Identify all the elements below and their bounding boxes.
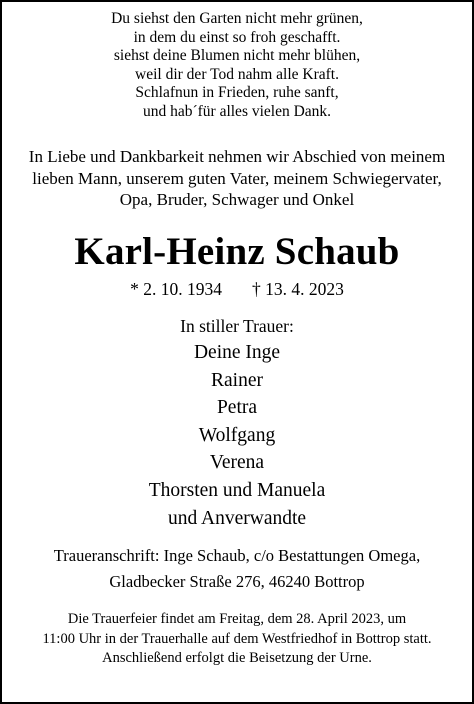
poem-line: weil dir der Tod nahm alle Kraft. [135,65,339,83]
mourning-address [2,543,472,595]
mourner-name: Rainer [211,369,263,391]
life-dates [2,278,472,300]
mourner-name: Wolfgang [198,424,276,446]
mourners-label: In stiller Trauer: [180,316,294,336]
poem [2,10,472,122]
intro-line: Opa, Bruder, Schwager und Onkel [119,190,355,209]
poem-line: Schlafnun in Frieden, ruhe sanft, [135,84,339,102]
death-date: † 13. 4. 2023 [252,279,344,299]
address-line: Traueranschrift: Inge Schaub, c/o Bestattungen Omega, [53,546,421,565]
intro-line: In Liebe und Dankbarkeit nehmen wir Abschied von meinem [28,147,446,166]
ceremony-line: 11:00 Uhr in der Trauerhalle auf dem Westfriedhof in Bottrop statt. [42,630,432,647]
mourner-name: Petra [216,397,258,419]
address-line: Gladbecker Straße 276, 46240 Bottrop [109,572,365,591]
birth-date: * 2. 10. 1934 [130,279,222,299]
poem-line: in dem du einst so froh geschafft. [133,28,341,46]
deceased-name: Karl-Heinz Schaub [74,230,400,273]
intro-line: lieben Mann, unserem guten Vater, meinem Schwiegervater, [32,168,442,188]
poem-line: Du siehst den Garten nicht mehr grünen, [111,10,363,27]
poem-line: siehst deine Blumen nicht mehr blühen, [113,47,361,65]
ceremony-info [2,610,472,669]
poem-line: und hab´für alles vielen Dank. [142,102,332,120]
mourner-name: und Anverwandte [167,507,307,529]
mourner-name: Thorsten und Manuela [148,479,326,501]
mourners-list [2,339,472,532]
farewell-intro [2,146,472,211]
mourner-name: Verena [209,452,265,474]
mourner-name: Deine Inge [193,342,281,363]
ceremony-line: Die Trauerfeier findet am Freitag, dem 28. April 2023, um [67,611,407,627]
ceremony-line: Anschließend erfolgt die Beisetzung der Urne. [102,650,372,667]
